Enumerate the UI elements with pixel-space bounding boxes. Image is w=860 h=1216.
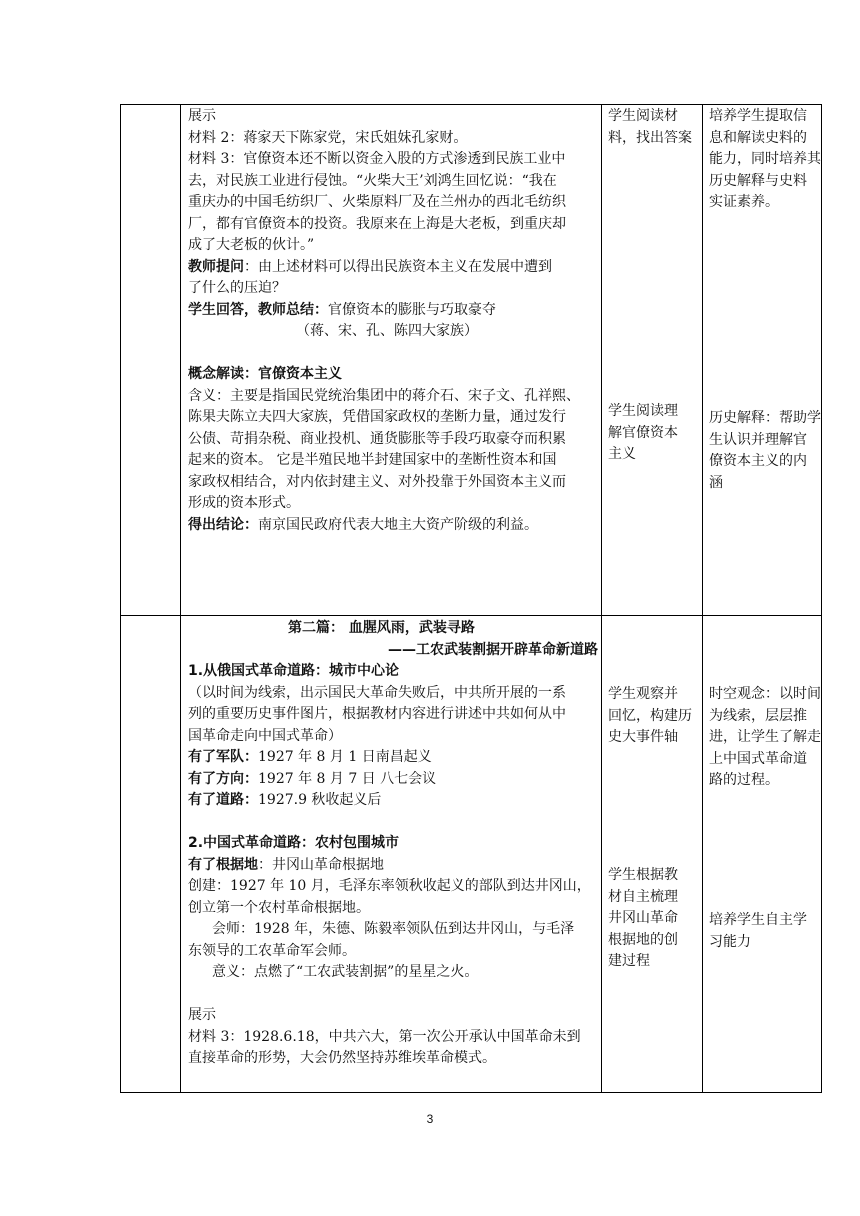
material-3-line: 成了大老板的伙计。” xyxy=(188,237,315,253)
column-divider-3 xyxy=(702,104,703,1093)
create-line: 创建：1927 年 10 月，毛泽东率领秋收起义的部队到达井冈山， xyxy=(188,878,591,894)
definition-line: 含义：主要是指国民党统治集团中的蒋介石、宋子文、孔祥熙、 xyxy=(188,387,580,404)
activity-line: 建过程 xyxy=(608,953,650,969)
subsection-1-note: 国革命走向中国式革命） xyxy=(188,727,342,744)
conclusion-text: 南京国民政府代表大地主大资产阶级的利益。 xyxy=(258,516,538,533)
row-divider xyxy=(120,615,822,616)
purpose-line: 能力，同时培养其 xyxy=(709,151,821,167)
activity-line: 学生观察并 xyxy=(608,686,678,702)
army-item xyxy=(188,747,598,769)
create-line: 创立第一个农村革命根据地。 xyxy=(188,899,370,916)
definition-line: 起来的资本。 它是半殖民地半封建国家中的垄断性资本和国 xyxy=(188,452,557,468)
student-answer-lead: 学生回答，教师总结： xyxy=(188,301,328,318)
subsection-1-note: （以时间为线索，出示国民大革命失败后，中共所开展的一系 xyxy=(188,684,566,701)
definition-line: 陈果夫陈立夫四大家族，凭借国家政权的垄断力量，通过发行 xyxy=(188,409,566,425)
student-answer-text: 官僚资本的膨胀与巧取豪夺 xyxy=(328,301,496,318)
definition-line: 公债、苛捐杂税、商业投机、通货膨胀等手段巧取豪夺而积累 xyxy=(188,430,566,447)
purpose-line: 路的过程。 xyxy=(709,772,779,788)
material-3-line: 材料 3：1928.6.18，中共六大，第一次公开承认中国革命未到 xyxy=(188,1028,581,1045)
purpose-line: 涵 xyxy=(709,474,723,491)
activity-line: 根据地的创 xyxy=(608,931,678,948)
table-bottom-border xyxy=(120,1092,822,1093)
purpose-line: 息和解读史料的 xyxy=(709,129,807,146)
teacher-question-lead: 教师提问 xyxy=(188,258,244,275)
base-text: ：井冈山革命根据地 xyxy=(258,856,384,873)
table-top-border xyxy=(120,104,822,105)
activity-line: 主义 xyxy=(608,446,636,462)
table-left-border xyxy=(120,104,121,1093)
show-label: 展示 xyxy=(188,108,216,124)
purpose-line: 进，让学生了解走 xyxy=(709,729,821,745)
row1-content-cell xyxy=(188,106,598,536)
activity-line: 史大事件轴 xyxy=(608,729,678,745)
column-divider-1 xyxy=(180,104,181,1093)
subsection-1-note: 列的重要历史事件图片，根据教材内容进行讲述中共如何从中 xyxy=(188,706,566,722)
material-3-line: 重庆办的中国毛纺织厂、火柴原料厂及在兰州办的西北毛纺织 xyxy=(188,194,566,210)
table-right-border xyxy=(821,104,822,1093)
road-item xyxy=(188,790,598,812)
section-title: 第二篇： 血腥风雨，武装寻路 xyxy=(288,620,475,636)
material-3-line: 直接革命的形势，大会仍然坚持苏维埃革命模式。 xyxy=(188,1050,496,1066)
road-lead: 有了道路： xyxy=(188,792,258,808)
purpose-line: 培养学生自主学 xyxy=(709,912,807,928)
activity-line: 回忆，构建历 xyxy=(608,707,692,724)
row1-student-activity-b xyxy=(608,401,700,466)
section-subtitle: ——工农武装割据开辟革命新道路 xyxy=(388,641,598,658)
page-number: 3 xyxy=(426,1112,434,1126)
activity-line: 学生阅读材 xyxy=(608,108,678,124)
base-item xyxy=(188,855,598,877)
meet-line: 会师：1928 年，朱德、陈毅率领队伍到达井冈山，与毛泽 xyxy=(212,921,575,937)
purpose-line: 习能力 xyxy=(709,933,751,950)
row2-student-activity-b xyxy=(608,865,700,973)
subsection-2-title: 2.中国式革命道路：农村包围城市 xyxy=(188,835,400,851)
conclusion xyxy=(188,515,598,537)
activity-line: 料，找出答案 xyxy=(608,129,692,146)
purpose-line: 上中国式革命道 xyxy=(709,750,807,767)
activity-line: 材自主梳理 xyxy=(608,888,678,905)
row1-purpose-a xyxy=(709,106,819,214)
row2-content-cell xyxy=(188,618,598,1070)
army-text: 1927 年 8 月 1 日南昌起义 xyxy=(258,749,432,765)
purpose-line: 僚资本主义的内 xyxy=(709,453,807,469)
meet-line: 东领导的工农革命军会师。 xyxy=(188,942,356,959)
row1-purpose-b xyxy=(709,408,819,494)
activity-line: 解官僚资本 xyxy=(608,424,678,441)
row2-purpose-a xyxy=(709,684,819,792)
subsection-1-title: 1.从俄国式革命道路：城市中心论 xyxy=(188,663,400,679)
answer-subnote: （蒋、宋、孔、陈四大家族） xyxy=(296,323,478,339)
definition-line: 家政权相结合，对内依封建主义、对外投靠于外国资本主义而 xyxy=(188,473,566,490)
direction-lead: 有了方向： xyxy=(188,770,258,787)
concept-title: 概念解读：官僚资本主义 xyxy=(188,366,342,382)
purpose-line: 培养学生提取信 xyxy=(709,108,807,124)
material-2: 材料 2：蒋家天下陈家党，宋氏姐妹孔家财。 xyxy=(188,129,468,146)
direction-text: 1927 年 8 月 7 日 八七会议 xyxy=(258,770,437,787)
base-lead: 有了根据地 xyxy=(188,856,258,873)
teacher-question xyxy=(188,257,598,279)
material-3-line: 去，对民族工业进行侵蚀。“火柴大王’刘鸿生回忆说：“我在 xyxy=(188,172,557,189)
purpose-line: 历史解释：帮助学 xyxy=(709,410,821,426)
purpose-line: 为线索，层层推 xyxy=(709,707,807,724)
activity-line: 学生根据教 xyxy=(608,867,678,883)
meaning-line: 意义：点燃了“工农武装割据”的星星之火。 xyxy=(212,964,479,980)
purpose-line: 实证素养。 xyxy=(709,194,779,210)
road-text: 1927.9 秋收起义后 xyxy=(258,792,382,808)
material-3-line: 厂，都有官僚资本的投资。我原来在上海是大老板，到重庆却 xyxy=(188,215,566,232)
definition-line: 形成的资本形式。 xyxy=(188,495,300,511)
purpose-line: 时空观念：以时间 xyxy=(709,686,821,702)
teacher-question-text: ：由上述材料可以得出民族资本主义在发展中遭到 xyxy=(244,258,552,275)
teacher-question-line: 了什么的压迫？ xyxy=(188,280,286,296)
direction-item xyxy=(188,769,598,791)
army-lead: 有了军队： xyxy=(188,749,258,765)
activity-line: 井冈山革命 xyxy=(608,910,678,926)
conclusion-lead: 得出结论： xyxy=(188,516,258,533)
row1-student-activity-a xyxy=(608,106,700,149)
student-answer xyxy=(188,300,598,322)
show-label: 展示 xyxy=(188,1007,216,1023)
row2-purpose-b xyxy=(709,910,819,953)
column-divider-2 xyxy=(601,104,602,1093)
purpose-line: 历史解释与史料 xyxy=(709,172,807,189)
activity-line: 学生阅读理 xyxy=(608,403,678,419)
material-3-line: 材料 3：官僚资本还不断以资金入股的方式渗透到民族工业中 xyxy=(188,151,566,167)
purpose-line: 生认识并理解官 xyxy=(709,431,807,448)
row2-student-activity-a xyxy=(608,684,700,749)
